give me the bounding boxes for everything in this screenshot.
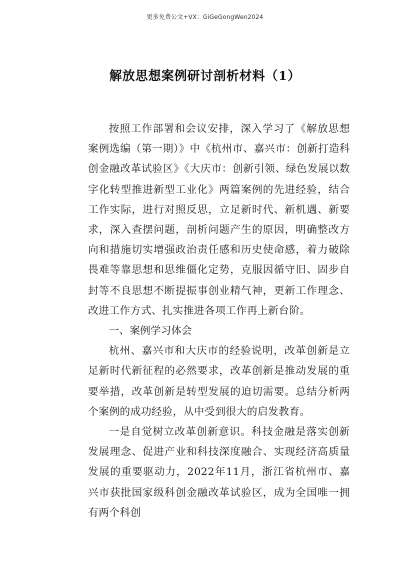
- header-note: 更多免费公文+VX：GiGeGongWen2024: [146, 14, 264, 21]
- section-paragraph-2: 一是自觉树立改革创新意识。科技金融是落实创新发展理念、促进产业和科技深度融合、实现经济高质量发展的重要驱动力，2022年11月，浙江省杭州市、嘉兴市获批国家级科创金融改革试验区，成为全国唯一拥有两个科创: [88, 426, 350, 519]
- section-heading: 一、案例学习体会: [108, 325, 192, 338]
- section-paragraph-1: 杭州、嘉兴市和大庆市的经验说明，改革创新是立足新时代新征程的必然要求，改革创新是推动发展的重要举措，改革创新是转型发展的迫切需要。总结分析两个案例的成功经验，从中受到很大的启发教育。: [88, 345, 350, 418]
- document-title: 解放思想案例研讨剖析材料（1）: [109, 68, 301, 83]
- document-body: [88, 119, 350, 523]
- intro-paragraph: 按照工作部署和会议安排，深入学习了《解放思想案例选编（第一期）》中《杭州市、嘉兴市：创新打造科创金融改革试验区》《大庆市：创新引领、绿色发展以数字化转型推进新型工业化》两篇案例的先进经验，结合工作实际，进行对照反思，立足新时代、新机遇、新要求，深入查摆问题，剖析问题产生的原因，明确整改方向和措施切实增强政治责任感和历史使命感，着力破除畏难等靠思想和思维僵化定势，克服因循守旧、固步自封等不良思想不断提振事创业精气神，更新工作理念、改进工作方式、扎实推进各项工作再上新台阶。: [88, 123, 350, 317]
